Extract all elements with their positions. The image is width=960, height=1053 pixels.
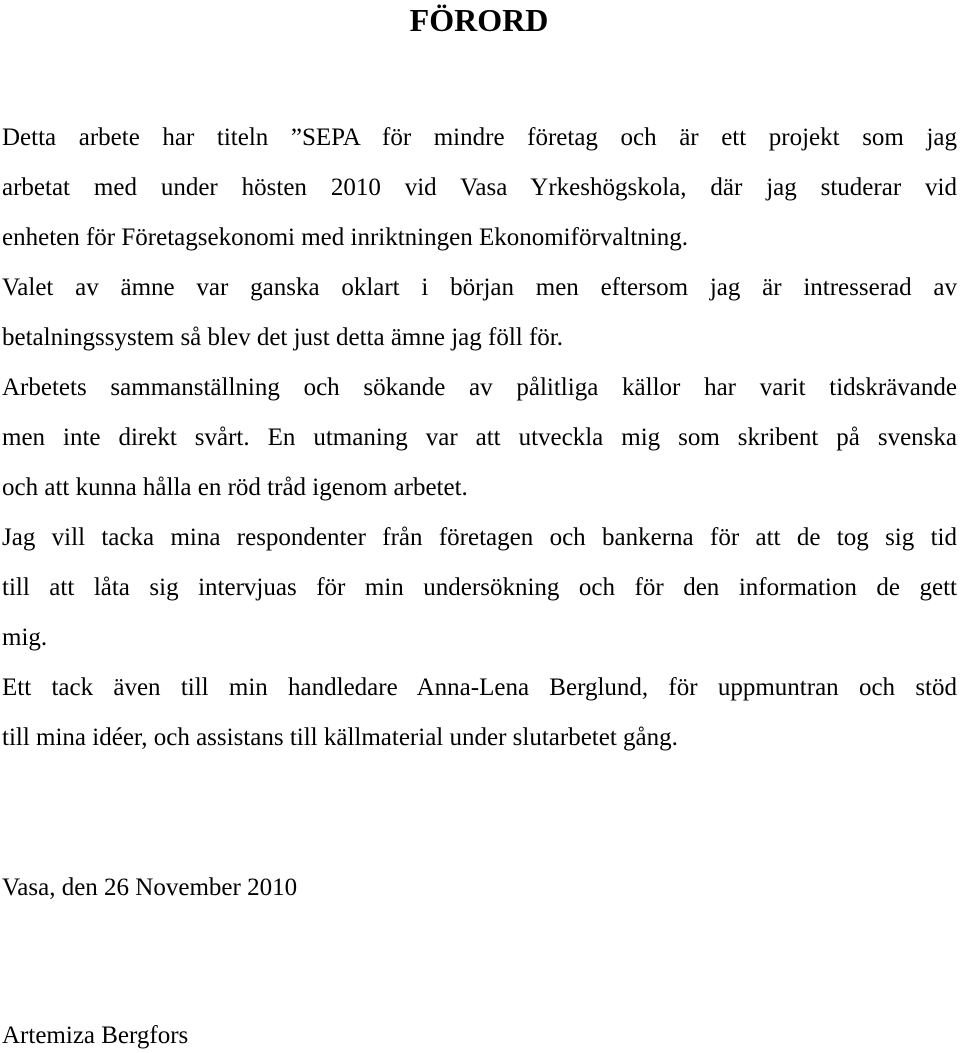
- author-signature: Artemiza Bergfors: [2, 1022, 189, 1049]
- body-line-3: enheten för Företagsekonomi med inriktningen Ekonomiförvaltning.: [2, 224, 688, 251]
- place-date: Vasa, den 26 November 2010: [2, 874, 298, 901]
- body-line-8: och att kunna hålla en röd tråd igenom arbetet.: [2, 474, 468, 501]
- body-line-11: mig.: [2, 624, 48, 651]
- body-line-7: men inte direkt svårt. En utmaning var att utveckla mig som skribent på svenska: [2, 424, 957, 451]
- body-line-9: Jag vill tacka mina respondenter från företagen och bankerna för att de tog sig tid: [2, 524, 957, 551]
- body-line-1: Detta arbete har titeln ”SEPA för mindre företag och är ett projekt som jag: [2, 124, 957, 151]
- page-title: FÖRORD: [409, 2, 549, 38]
- body-line-5: betalningssystem så blev det just detta ämne jag föll för.: [2, 324, 563, 351]
- body-line-10: till att låta sig intervjuas för min undersökning och för den information de gett: [2, 574, 957, 601]
- body-line-13: till mina idéer, och assistans till källmaterial under slutarbetet gång.: [2, 724, 678, 751]
- body-line-4: Valet av ämne var ganska oklart i början men eftersom jag är intresserad av: [2, 274, 957, 301]
- body-line-6: Arbetets sammanställning och sökande av pålitliga källor har varit tidskrävande: [2, 374, 957, 401]
- body-line-12: Ett tack även till min handledare Anna-Lena Berglund, för uppmuntran och stöd: [2, 674, 957, 701]
- body-line-2: arbetat med under hösten 2010 vid Vasa Yrkeshögskola, där jag studerar vid: [2, 174, 957, 201]
